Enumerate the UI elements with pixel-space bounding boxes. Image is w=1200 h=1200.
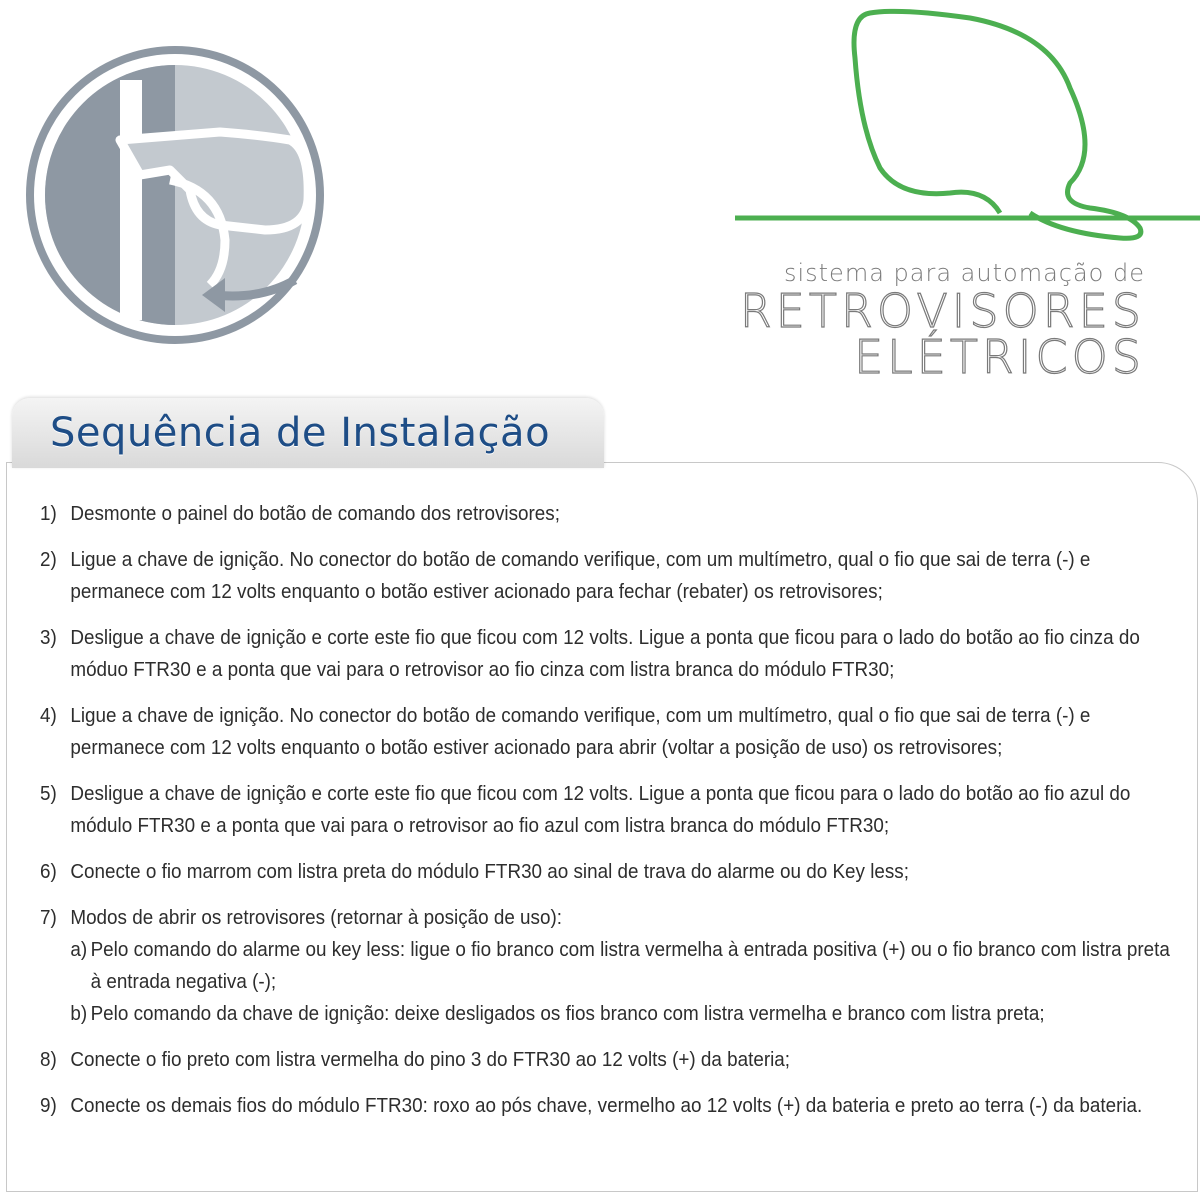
installation-step bbox=[40, 498, 1172, 530]
step-text: Modos de abrir os retrovisores (retornar à posição de uso): bbox=[70, 906, 562, 929]
step-text: Ligue a chave de ignição. No conector do botão de comando verifique, com um multímetro, qual o fio que sai de terra (-) e permanece com 12 volts enquanto o botão estiver acionado para fechar (rebater) os retrovisores; bbox=[70, 548, 1091, 603]
step-content bbox=[70, 778, 1171, 842]
sub-item-label: b) bbox=[70, 1002, 88, 1025]
installation-step bbox=[40, 778, 1172, 842]
step-content bbox=[70, 1090, 1171, 1122]
installation-steps-list bbox=[40, 498, 1172, 1136]
installation-step bbox=[40, 856, 1172, 888]
section-title: Sequência de Instalação bbox=[50, 410, 551, 456]
step-number: 8) bbox=[40, 1048, 57, 1071]
sub-item-text: Pelo comando da chave de ignição: deixe desligados os fios branco com listra vermelha e branco com listra preta; bbox=[90, 1002, 1045, 1025]
sub-item-label: a) bbox=[70, 938, 88, 961]
step-number: 2) bbox=[40, 548, 57, 571]
step-content bbox=[70, 700, 1171, 764]
installation-step bbox=[40, 622, 1172, 686]
brand-mirror-outline bbox=[730, 8, 1200, 278]
step-text: Ligue a chave de ignição. No conector do botão de comando verifique, com um multímetro, qual o fio que sai de terra (-) e permanece com 12 volts enquanto o botão estiver acionado para abrir (voltar a posição de uso) os retrovisores; bbox=[70, 704, 1091, 759]
step-sub-item bbox=[70, 998, 1171, 1030]
step-number: 1) bbox=[40, 502, 57, 525]
step-number: 6) bbox=[40, 860, 57, 883]
installation-step bbox=[40, 544, 1172, 608]
step-number: 5) bbox=[40, 782, 57, 805]
step-text: Conecte os demais fios do módulo FTR30: roxo ao pós chave, vermelho ao 12 volts (+) da bateria e preto ao terra (-) da bateria. bbox=[70, 1094, 1143, 1117]
sub-item-text: Pelo comando do alarme ou key less: ligue o fio branco com listra vermelha à entrada positiva (+) ou o fio branco com listra preta à entrada negativa (-); bbox=[90, 938, 1170, 993]
brand-tagline: sistema para automação de bbox=[783, 259, 1145, 287]
step-content bbox=[70, 622, 1171, 686]
step-content bbox=[70, 1044, 1171, 1076]
brand-title-line2: ELÉTRICOS bbox=[854, 330, 1145, 384]
installation-step bbox=[40, 700, 1172, 764]
brand-wordmark bbox=[739, 258, 1145, 384]
step-number: 3) bbox=[40, 626, 57, 649]
installation-step bbox=[40, 1090, 1172, 1122]
step-text: Desmonte o painel do botão de comando dos retrovisores; bbox=[70, 502, 560, 525]
brand-title-line1: RETROVISORES bbox=[739, 284, 1145, 338]
step-text: Conecte o fio preto com listra vermelha do pino 3 do FTR30 ao 12 volts (+) da bateria; bbox=[70, 1048, 791, 1071]
installation-step bbox=[40, 1044, 1172, 1076]
step-content bbox=[70, 498, 1171, 530]
step-text: Desligue a chave de ignição e corte este fio que ficou com 12 volts. Ligue a ponta que ficou para o lado do botão ao fio cinza do móduo FTR30 e a ponta que vai para o retrovisor ao fio cinza com listra branca do módulo FTR30; bbox=[70, 626, 1140, 681]
mirror-fold-icon bbox=[20, 40, 340, 350]
step-sub-item bbox=[70, 934, 1171, 998]
step-content bbox=[70, 856, 1171, 888]
step-content bbox=[70, 902, 1171, 1030]
step-number: 7) bbox=[40, 906, 57, 929]
step-content bbox=[70, 544, 1171, 608]
step-text: Desligue a chave de ignição e corte este fio que ficou com 12 volts. Ligue a ponta que ficou para o lado do botão ao fio azul do módulo FTR30 e a ponta que vai para o retrovisor ao fio azul com listra branca do módulo FTR30; bbox=[70, 782, 1131, 837]
step-text: Conecte o fio marrom com listra preta do módulo FTR30 ao sinal de trava do alarme ou do Key less; bbox=[70, 860, 909, 883]
installation-step bbox=[40, 902, 1172, 1030]
step-number: 4) bbox=[40, 704, 57, 727]
step-number: 9) bbox=[40, 1094, 57, 1117]
